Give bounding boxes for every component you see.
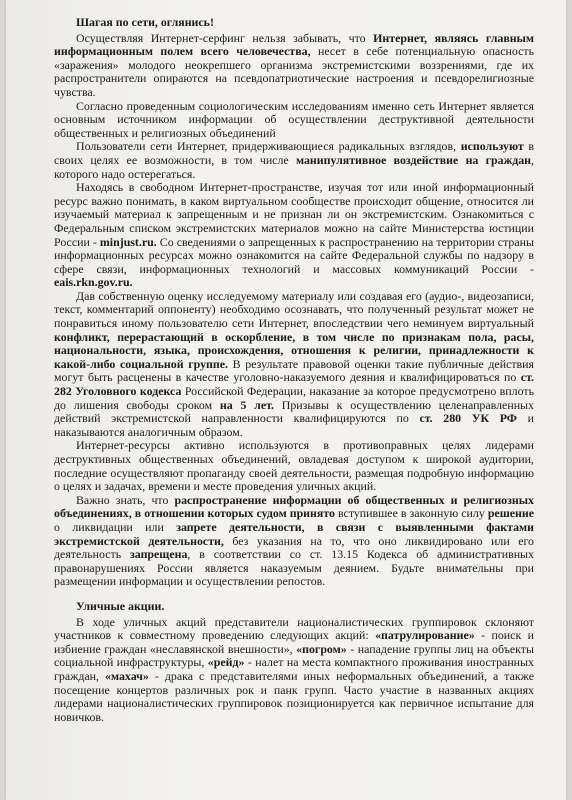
paragraph-1 (54, 32, 534, 100)
text-run: Находясь в свободном Интернет-пространстве, изучая тот или иной информационный ресурс важно понимать, в каком виртуальном сообществе происходит общение, относится ли изучаемый материал к запрещенным и не признан ли он экстремистским. Ознакомиться с Федеральным списком экстремистских материалов можно на сайте Министерства юстиции России - (54, 180, 534, 249)
paragraph-4 (54, 181, 534, 290)
document-page (6, 0, 566, 800)
text-run: и наказываются аналогичным образом. (54, 411, 534, 439)
text-run: , в соответствии со ст. 13.15 Кодекса об административных правонарушениях России является наказуемым деянием. Будьте внимательны при размещении информации и осуществлении репостов. (54, 547, 534, 589)
bold-run: minjust.ru. (99, 234, 157, 249)
bold-run: eais.rkn.gov.ru. (54, 275, 133, 290)
text-run: вступившее в законную силу (334, 506, 488, 521)
text-run: Российской Федерации, наказание за которое предусмотрено вплоть до лишения свободы сроком (54, 384, 534, 412)
bold-run: «погром» (296, 641, 347, 656)
section-title-street: Уличные акции. (76, 598, 165, 613)
text-run: Дав собственную оценку исследуемому материалу или создавая его (аудио-, видеозаписи, текст, комментарий оппоненту) необходимо осознавать, что полученный результат может не понравиться иному пользователю сети Интернет, впоследствии чего неминуем виртуальный (54, 288, 534, 331)
bold-run: на 5 лет. (219, 397, 275, 412)
bold-run: «махач» (105, 668, 149, 683)
bold-run: «патрулирование» (375, 628, 475, 643)
bold-run: «рейд» (207, 655, 245, 670)
paragraph-2 (54, 100, 534, 141)
paragraph-5 (54, 290, 534, 440)
text-run: , которого надо остерегаться. (54, 152, 534, 181)
text-run: без указания на то, что оно ликвидировано или его деятельность (54, 533, 534, 562)
text-run: несет в себе потенциальную опасность «заражения» молодого неокрепшего организма экстремистскими воззрениями, где их распространители опираются на псевдопатриотические настроения и псевдорелигиозные чувства. (54, 44, 534, 99)
bold-run: Интернет, являясь главным информационным полем всего человечества, (54, 30, 534, 59)
text-run: - нападение группы лиц на объекты социальной инфраструктуры, (54, 641, 534, 670)
bold-run: ст. 280 УК РФ (419, 411, 517, 426)
bold-run: манипулятивное воздействие на граждан (295, 152, 532, 167)
text-run: Осуществляя Интернет-серфинг нельзя забывать, что (76, 30, 374, 45)
text-run: Интернет-ресурсы активно используются в противоправных целях лидерами деструктивных общественных объединений, овладевая доступом к широкой аудитории, последние осуществляют пропаганду своей деятельности, размещая подробную информацию о целях и задачах, времени и месте проведения уличных акций. (54, 438, 534, 494)
section-title-web: Шагая по сети, оглянись! (76, 15, 214, 29)
text-run: о ликвидации или (54, 519, 177, 534)
text-run: в своих целях ее возможности, в том числе (54, 139, 534, 167)
bold-run: решение (487, 506, 534, 521)
text-run: Важно знать, что (76, 492, 175, 507)
bold-run: ст. 282 Уголовного кодекса (54, 370, 534, 399)
text-run: - драка с представителями иных неформальных объединений, а также посещение концертов различных рок и панк групп. Часто участие в названных акциях лидерами националистических группировок позиционируется как первичное испытание для новичков. (54, 668, 535, 724)
text-run: Призывы к осуществлению целенаправленных действий экстремистской направленности квалифицируются по (54, 397, 534, 426)
text-run: В результате правовой оценки такие публичные действия могут быть расценены в качестве уголовно-наказуемого деяния и квалифицироваться по (54, 356, 534, 385)
paragraph-3 (54, 140, 534, 181)
bold-run: запрещена (130, 547, 188, 562)
text-run: Со сведениями о запрещенных к распространению на территории страны информационных ресурсах можно ознакомится на сайте Федеральной службы по надзору в сфере связи, информационных технологий и массовых коммуникаций России - (54, 234, 534, 276)
bold-run: распространение информации об общественных и религиозных объединениях, в отношении которых судом принято (54, 492, 534, 521)
bold-run: используют (460, 139, 524, 154)
paragraph-6 (54, 439, 534, 493)
text-run: Согласно проведенным социологическим исследованиям именно сеть Интернет является основным источником информации об осуществлении деструктивной деятельности общественных и религиозных объединений (54, 98, 534, 140)
text-run: Пользователи сети Интернет, придерживающиеся радикальных взглядов, (76, 139, 461, 154)
text-run: В ходе уличных акций представители националистических группировок склоняют участников к совместному проведению следующих акций: (54, 614, 534, 643)
document-body (54, 16, 534, 724)
text-run: - поиск и избиение граждан «неславянской внешности», (54, 628, 534, 656)
bold-run: конфликт, перерастающий в оскорбление, в том числе по признакам пола, расы, национальности, языка, происхождения, отношения к религии, принадлежности к какой-либо социальной группе. (54, 329, 534, 371)
text-run: - налет на места компактного проживания иностранных граждан, (54, 655, 534, 683)
paragraph-7 (54, 494, 534, 589)
paragraph-8 (54, 616, 534, 725)
bold-run: запрете деятельности, в связи с выявленными фактами экстремистской деятельности, (54, 519, 534, 548)
